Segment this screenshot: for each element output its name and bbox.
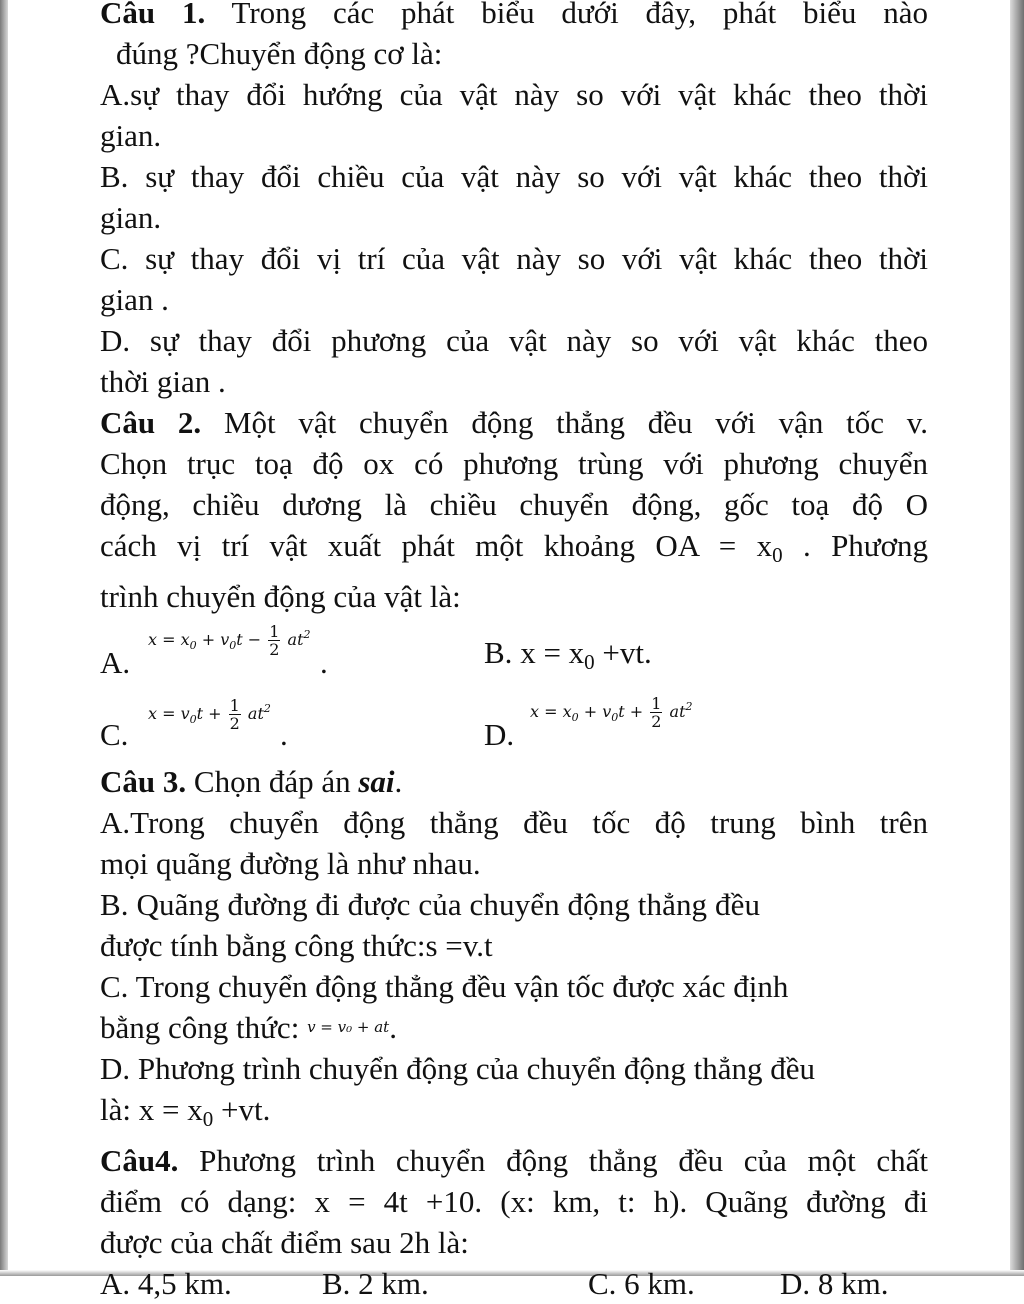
q2-stem-line3: động, chiều dương là chiều chuyển động, gốc toạ độ O bbox=[100, 487, 928, 522]
q3-option-b-line2: được tính bằng công thức:s =v.t bbox=[100, 928, 493, 963]
q2-option-a-formula: $x = x_0 + v_0t$ − $\frac{1}{2}$ $at^2$ bbox=[148, 622, 311, 659]
q4-answers-row bbox=[100, 1263, 928, 1304]
q1-stem-line2: đúng ?Chuyển động cơ là: bbox=[116, 36, 443, 71]
q2-option-c bbox=[100, 689, 500, 761]
q4-title: Câu4. bbox=[100, 1143, 179, 1178]
page-edge-right bbox=[1010, 0, 1024, 1276]
q2-stem-line1: Câu 2. Một vật chuyển động thẳng đều với vận tốc v. bbox=[100, 405, 928, 440]
q1-option-b-line1: B. sự thay đổi chiều của vật này so với vật khác theo thời bbox=[100, 159, 928, 194]
question-1 bbox=[100, 0, 928, 402]
q2-option-d-formula: $x = x_0 + v_0t$ + $\frac{1}{2}$ $at^2$ bbox=[530, 694, 693, 731]
q3-title: Câu 3. bbox=[100, 764, 187, 799]
q2-options-row-1 bbox=[100, 617, 928, 689]
q4-answer-d: D. 8 km. bbox=[780, 1266, 889, 1301]
q2-option-a bbox=[100, 617, 500, 689]
q2-option-a-dot: . bbox=[320, 645, 328, 680]
q3-emphasis: sai bbox=[358, 764, 395, 799]
q2-option-d-letter: D. bbox=[484, 717, 515, 752]
q2-option-a-letter: A. bbox=[100, 645, 131, 680]
q3-option-a-line2: mọi quãng đường là như nhau. bbox=[100, 846, 481, 881]
q1-option-d-line1: D. sự thay đổi phương của vật này so với vật khác theo bbox=[100, 323, 928, 358]
question-2 bbox=[100, 402, 928, 761]
q2-title: Câu 2. bbox=[100, 405, 202, 440]
q4-answer-a: A. 4,5 km. bbox=[100, 1266, 232, 1301]
q3-option-d-line1: D. Phương trình chuyển động của chuyển động thẳng đều bbox=[100, 1051, 816, 1086]
q4-stem-line2: điểm có dạng: x = 4t +10. (x: km, t: h). Quãng đường đi bbox=[100, 1184, 928, 1219]
q4-answer-c: C. 6 km. bbox=[588, 1266, 695, 1301]
q1-option-b-line2: gian. bbox=[100, 200, 162, 235]
q2-stem-line4: cách vị trí vật xuất phát một khoảng OA = $x_0$ . Phương bbox=[100, 528, 929, 567]
question-4 bbox=[100, 1140, 928, 1304]
q1-option-c-line2: gian . bbox=[100, 282, 169, 317]
q3-option-b-line1: B. Quãng đường đi được của chuyển động thẳng đều bbox=[100, 887, 761, 922]
worksheet bbox=[100, 0, 928, 1304]
q2-options-row-2 bbox=[100, 689, 928, 761]
q4-answer-b: B. 2 km. bbox=[322, 1266, 429, 1301]
q2-option-b: B. $x = x_0 +vt$. bbox=[484, 635, 652, 674]
q2-option-b-text: x = x bbox=[520, 635, 585, 670]
q3-option-d-line2: là: $x = x_0 +vt$. bbox=[100, 1092, 271, 1131]
q4-stem-line1: Câu4. Phương trình chuyển động thẳng đều của một chất bbox=[100, 1143, 929, 1178]
q3-option-c-line2: bằng công thức: v = v₀ + at. bbox=[100, 1010, 397, 1045]
q1-stem-line1: Câu 1. Trong các phát biểu dưới đây, phát biểu nào bbox=[100, 0, 928, 33]
q3-option-c-formula: v = v₀ + at bbox=[307, 1018, 390, 1036]
q1-option-c-line1: C. sự thay đổi vị trí của vật này so với vật khác theo thời bbox=[100, 241, 928, 276]
q4-stem-line3: được của chất điểm sau 2h là: bbox=[100, 1225, 469, 1260]
q2-option-c-formula: $x = v_0t$ + $\frac{1}{2}$ $at^2$ bbox=[148, 696, 271, 733]
q2-option-c-letter: C. bbox=[100, 717, 129, 752]
page-edge-left bbox=[0, 0, 8, 1276]
q3-option-a-line1: A.Trong chuyển động thẳng đều tốc độ trung bình trên bbox=[100, 805, 928, 840]
q3-stem: Câu 3. Chọn đáp án sai. bbox=[100, 764, 403, 799]
question-3 bbox=[100, 761, 928, 1140]
q2-stem-line2: Chọn trục toạ độ ox có phương trùng với phương chuyển bbox=[100, 446, 928, 481]
q1-option-a-line1: A.sự thay đổi hướng của vật này so với vật khác theo thời bbox=[100, 77, 928, 112]
q2-option-b-letter: B. bbox=[484, 635, 513, 670]
q1-option-d-line2: thời gian . bbox=[100, 364, 226, 399]
q3-option-c-line1: C. Trong chuyển động thẳng đều vận tốc được xác định bbox=[100, 969, 789, 1004]
q2-option-d bbox=[484, 689, 924, 761]
q2-stem-line5: trình chuyển động của vật là: bbox=[100, 579, 461, 614]
q1-option-a-line2: gian. bbox=[100, 118, 162, 153]
q1-title: Câu 1. bbox=[100, 0, 206, 30]
q2-option-c-dot: . bbox=[280, 717, 288, 752]
